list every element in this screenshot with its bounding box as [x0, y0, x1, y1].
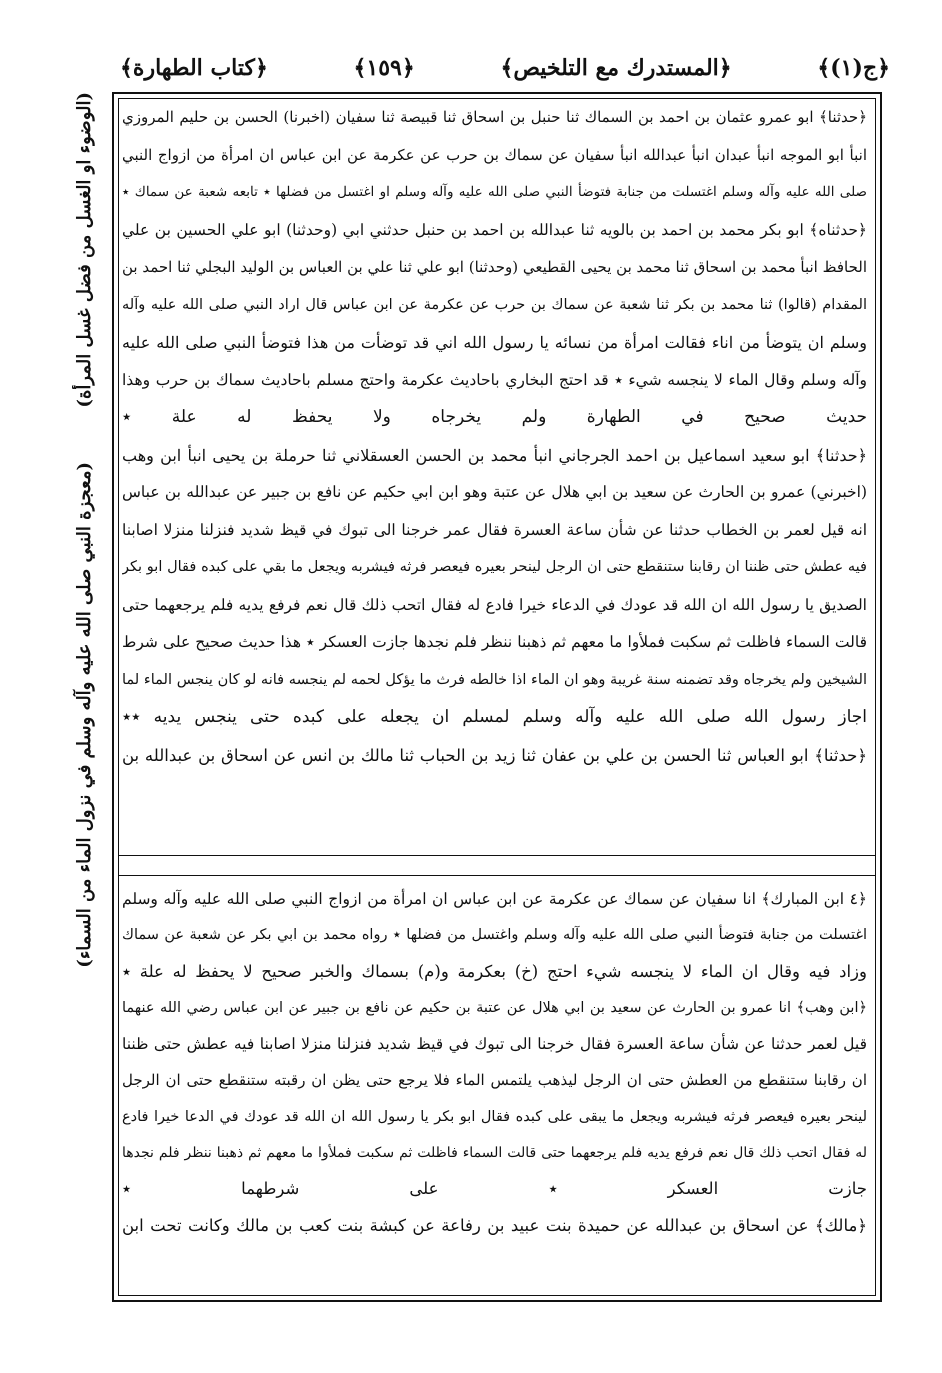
page-header — [120, 48, 890, 88]
summary-line: له فقال اتحب ذلك قال نعم فرفع يديه فلم يرجعهما حتى قالت السماء فاظلت ثم سكبت فملأوا ما معهم ثم ذهبنا ننظر فلم نجدها — [122, 1145, 867, 1162]
summary-line: لينحر بعيره فيعصر فرثه فيشربه ويجعل ما يبقى على كبده فقال ابو بكر يا رسول الله ان الله قد عودك في الدعا خيرا فادع — [122, 1108, 867, 1125]
text-line: حديث صحيح في الطهارة ولم يخرجاه ولا يحفظ له علة ٭ — [122, 407, 867, 427]
text-line: ﴿حدثنا﴾ ابو عمرو عثمان بن احمد بن السماك ثنا حنبل بن اسحاق ثنا قبيصة ثنا سفيان (اخبرنا) الحسن بن حليم المروزي — [122, 108, 867, 126]
text-line: صلى الله عليه وآله وسلم اغتسلت من جنابة فتوضأ النبي صلى الله عليه وآله وسلم او اغتسل من فضلها ٭ تابعه شعبة عن سماك ٭ — [122, 184, 867, 200]
summary-line: ﴿ابن وهب﴾ انا عمرو بن الحارث عن سعيد بن ابي هلال عن عتبة بن حكيم عن نافع بن جبير عن ابن عباس رضي الله عنهما — [122, 999, 867, 1016]
text-line: ﴿حدثنا﴾ ابو العباس ثنا الحسن بن علي بن عفان ثنا زيد بن الحباب ثنا مالك بن انس عن اسحاق بن عبدالله بن — [122, 745, 867, 765]
text-line: وسلم ان يتوضأ من اناء فقالت امرأة من نسائه يا رسول الله اني قد توضأت من هذا فتوضأ النبي صلى الله عليه — [122, 333, 867, 352]
summary-line: جازت العسكر ٭ على شرطهما ٭ — [122, 1179, 867, 1199]
summary-text — [122, 881, 867, 1244]
text-line: فيه عطش حتى ظننا ان رقابنا ستنقطع حتى ان الرجل لينحر بعيره فيعصر فرثه فيشربه ويجعل ما بقي على كبده فقال ابو بكر — [122, 559, 867, 575]
text-line: (اخبرني) عمرو بن الحارث عن سعيد بن ابي هلال عن عتبة وهو ابن ابي حكيم عن نافع بن جبير عن عبدالله بن عباس — [122, 483, 867, 501]
summary-line: قيل لعمر حدثنا عن شأن ساعة العسرة فقال خرجنا الى تبوك في قيظ شديد فنزلنا منزلا اصابنا فيه عطش حتى ظننا — [122, 1035, 867, 1054]
text-line: اجاز رسول الله صلى الله عليه وآله وسلم لمسلم ان يجعله على كبده حتى ينجس يديه ٭٭ — [122, 707, 867, 727]
summary-line: ﴿مالك﴾ عن اسحاق بن عبدالله عن حميدة بنت عبيد بن رفاعة عن كبشة بنت كعب بن مالك وكانت تحت ابن — [122, 1215, 867, 1235]
text-line: ﴿حدثنا﴾ ابو سعيد اسماعيل بن احمد الجرجاني انبأ محمد بن الحسن العسقلاني ثنا حرملة بن يحيى انبأ ابن وهب — [122, 445, 867, 465]
page-number: ﴿١٥٩﴾ — [353, 55, 415, 81]
section-divider-2 — [118, 875, 876, 876]
text-line: الحافظ انبأ محمد بن اسحاق ثنا محمد بن يحيى القطيعي (وحدثنا) ابو علي ثنا علي بن العباس بن الوليد البجلي ثنا احمد بن — [122, 258, 867, 276]
summary-line: وزاد فيه وقال ان الماء لا ينجسه شيء احتج (خ) بعكرمة و(م) بسماك والخبر صحيح لا يحفظ له علة ٭ — [122, 961, 867, 981]
text-line: قالت السماء فاظلت ثم سكبت فملأوا ما معهم ثم ذهبنا ننظر فلم نجدها جازت العسكر ٭ هذا حديث صحيح على شرط — [122, 633, 867, 651]
text-line: الشيخين ولم يخرجاه وقد تضمنه سنة غريبة وهو ان الماء اذا خالطه فرث ما يؤكل لحمه لم ينجسه فانه لو كان ينجس الماء لما — [122, 671, 867, 688]
main-text — [122, 99, 867, 774]
margin-note-1: (الوضوء او الغسل من فضل غسل المرأة) — [73, 92, 95, 408]
text-line: المقدام (قالوا) ثنا محمد بن بكر ثنا شعبة عن سماك بن حرب عن عكرمة عن ابن عباس قال اراد النبي صلى الله عليه وآله — [122, 296, 867, 313]
text-line: الصديق يا رسول الله ان الله قد عودك في الدعاء خيرا فادع له فقال اتحب ذلك قال نعم فرفع يديه فلم يرجعهما حتى — [122, 595, 867, 614]
text-line: انه قيل لعمر بن الخطاب حدثنا عن شأن ساعة العسرة فقال عمر خرجنا الى تبوك في قيظ شديد فنزلنا منزلا اصابنا — [122, 520, 867, 539]
text-line: انبأ ابو الموجه انبأ عبدان انبأ عبدالله انبأ سفيان عن سماك بن حرب عن عكرمة عن ابن عباس ان امرأة من ازواج النبي — [122, 145, 867, 164]
summary-line: ﴿٤ ابن المبارك﴾ انا سفيان عن سماك عن عكرمة عن ابن عباس ان امرأة من ازواج النبي صلى الله عليه وآله وسلم — [122, 890, 867, 908]
summary-line: اغتسلت من جنابة فتوضأ النبي صلى الله عليه وآله وسلم واغتسل من فضلها ٭ رواه محمد بن ابي بكر عن شعبة عن سماك — [122, 927, 867, 944]
volume-label: ﴿ج(١)﴾ — [817, 55, 890, 81]
text-line: ﴿حدثناه﴾ ابو بكر محمد بن احمد بن بالويه ثنا عبدالله بن احمد بن حنبل حدثني ابي (وحدثنا) ابو علي الحسين بن علي — [122, 220, 867, 239]
book-title: ﴿المستدرك مع التلخيص﴾ — [500, 55, 732, 81]
text-line: وآله وسلم وقال الماء لا ينجسه شيء ٭ قد احتج البخاري باحاديث عكرمة واحتج مسلم باحاديث سماك بن حرب وهذا — [122, 370, 867, 389]
summary-line: ان رقابنا ستنقطع من العطش حتى ان الرجل ليذهب يلتمس الماء فلا يرجع حتى يظن ان رقبته ستنقطع حتى ان الرجل — [122, 1071, 867, 1090]
chapter-title: ﴿كتاب الطهارة﴾ — [120, 55, 268, 81]
section-divider — [118, 855, 876, 856]
margin-note-2: (معجزة النبي صلى الله عليه وآله وسلم في نزول الماء من السماء) — [73, 462, 95, 968]
